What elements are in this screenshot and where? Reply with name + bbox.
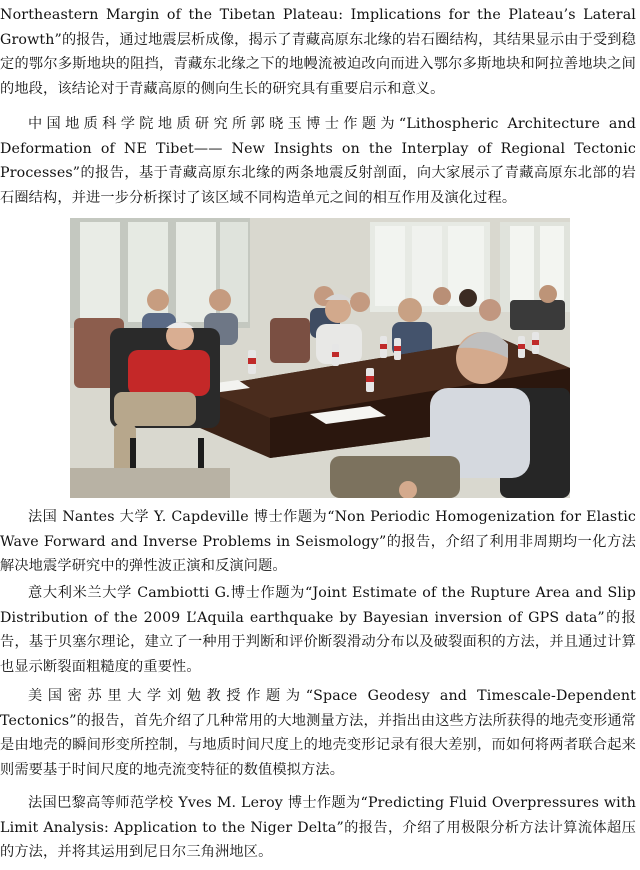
paragraph-5: 美国密苏里大学刘勉教授作题为“Space Geodesy and Timescale-Dependent Tectonics”的报告，首先介绍了几种常用的大地测量方法，并指出由这些方法所获得的地壳变形通常是由地壳的瞬间形变所控制，与地质时间尺度上的地壳变形记录有很大差别，而如何将两者联合起来则需要基于时间尺度的地壳流变特征的数值模拟方法。 [0,688,636,778]
meeting-room-photo [70,218,570,498]
paragraph-4: 意大利米兰大学 Cambiotti G.博士作题为“Joint Estimate of the Rupture Area and Slip Distribution of the 2009 L’Aquila earthquake by Bayesian inversion of GPS data”的报告，基于贝塞尔理论，建立了一种用于判断和评价断裂滑动分布以及破裂面积的方法，并且通过计算也显示断裂面粗糙度的重要性。 [0,585,636,675]
paragraph-6: 法国巴黎高等师范学校 Yves M. Leroy 博士作题为“Predicting Fluid Overpressures with Limit Analysis: Application to the Niger Delta”的报告，介绍了用极限分析方法计算流体超压的方法，并将其运用到尼日尔三角洲地区。 [0,795,636,860]
paragraph-3: 法国 Nantes 大学 Y. Capdeville 博士作题为“Non Periodic Homogenization for Elastic Wave Forward and Inverse Problems in Seismology”的报告，介绍了利用非周期均一化方法解决地震学研究中的弹性波正演和反演问题。 [0,509,636,574]
paragraph-1: Northeastern Margin of the Tibetan Plateau: Implications for the Plateau’s Lateral Growth”的报告，通过地震层析成像，揭示了青藏高原东北缘的岩石圈结构，其结果显示由于受到稳定的鄂尔多斯地块的阻挡，青藏东北缘之下的地幔流被迫改向而进入鄂尔多斯地块和阿拉善地块之间的地段，该结论对于青藏高原的侧向生长的研究具有重要启示和意义。 [0,7,636,97]
paragraph-2: 中国地质科学院地质研究所郭晓玉博士作题为“Lithospheric Architecture and Deformation of NE Tibet—— New Insights on the Interplay of Regional Tectonic Processes”的报告，基于青藏高原东北缘的两条地震反射剖面，向大家展示了青藏高原东北部的岩石圈结构，并进一步分析探讨了该区域不同构造单元之间的相互作用及演化过程。 [0,116,636,206]
